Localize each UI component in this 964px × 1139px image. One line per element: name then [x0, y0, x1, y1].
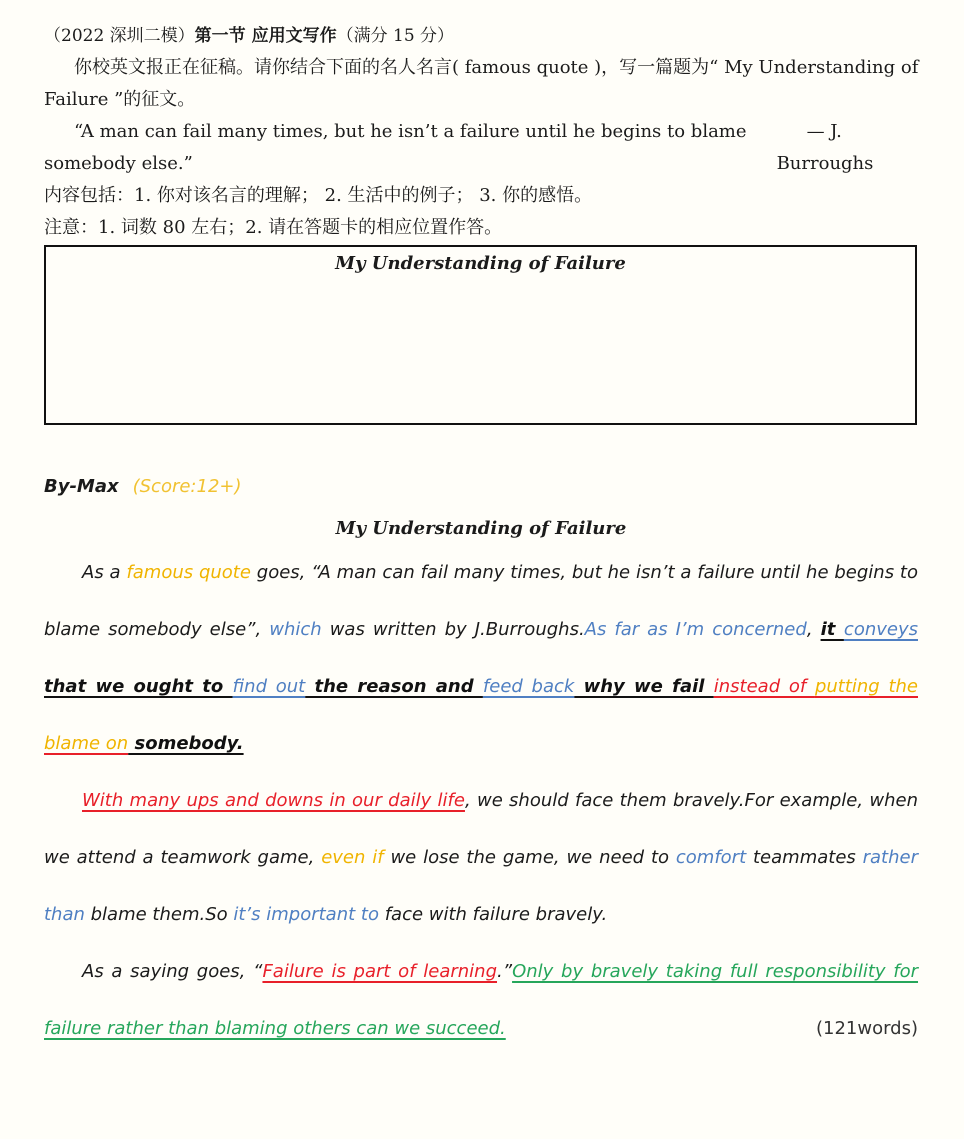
underlined-phrase: With many ups and downs in our daily life	[82, 790, 465, 811]
answer-box-title: My Understanding of Failure	[335, 253, 626, 274]
underlined-phrase: instead of	[713, 676, 815, 697]
content-requirements: 内容包括：1. 你对该名言的理解； 2. 生活中的例子； 3. 你的感悟。	[44, 185, 593, 206]
score-badge: (Score:12+)	[132, 476, 242, 497]
text-run: was written by J.Burroughs.	[321, 619, 585, 640]
underlined-phrase: conveys	[843, 619, 918, 640]
paragraph-2	[44, 772, 918, 943]
section-title: 第一节 应用文写作	[194, 26, 337, 46]
highlight-phrase: it’s important to	[233, 904, 379, 925]
text-run: As a	[82, 562, 127, 583]
underlined-phrase: feed back	[482, 676, 575, 697]
underlined-phrase: somebody.	[128, 733, 244, 754]
underlined-phrase: why we fail	[574, 676, 714, 697]
notes: 注意：1. 词数 80 左右；2. 请在答题卡的相应位置作答。	[44, 217, 503, 238]
highlight-phrase: even if	[321, 847, 384, 868]
question-prompt	[44, 20, 920, 244]
underlined-phrase: find out	[232, 676, 306, 697]
underlined-phrase: Failure is part of learning	[262, 961, 498, 982]
text-run: .”	[497, 961, 513, 982]
text-run: goes, “A man can fail many times, but he isn’t a failure until he begins to blame somebody else”,	[44, 562, 918, 640]
word-count: (121words)	[815, 1018, 918, 1039]
question-header	[44, 20, 920, 52]
prompt-text: 你校英文报正在征稿。请你结合下面的名人名言( famous quote )，写一篇题为“ My Understanding of Failure ”的征文。	[44, 57, 919, 110]
text-run: ,	[806, 619, 821, 640]
quote-text: “A man can fail many times, but he isn’t a failure until he begins to blame somebody else.”	[44, 121, 747, 174]
text-run: , we should face them bravely.For example, when we attend a teamwork game,	[44, 790, 918, 868]
text-run: face with failure bravely.	[378, 904, 608, 925]
highlight-phrase: As far as I’m concerned	[584, 619, 807, 640]
sample-essay	[44, 470, 918, 1057]
paragraph-1	[44, 544, 918, 772]
highlight-phrase: comfort	[675, 847, 747, 868]
highlight-phrase: rather than	[44, 847, 918, 925]
text-run: teammates	[746, 847, 863, 868]
quote-line	[44, 116, 920, 180]
highlight-phrase: famous quote	[126, 562, 251, 583]
answer-box	[44, 245, 917, 425]
underlined-phrase: Only by bravely taking full responsibility for failure rather than blaming others can we succeed.	[44, 961, 919, 1039]
author-name: By-Max	[44, 476, 119, 497]
author-line	[44, 470, 918, 504]
source-label: （2022 深圳二模）	[44, 26, 195, 46]
quote-author: — J. Burroughs	[776, 121, 874, 174]
paragraph-3	[44, 943, 918, 1057]
underlined-phrase: putting the blame on	[44, 676, 918, 754]
full-score-label: （满分 15 分）	[336, 26, 455, 46]
text-run: As a saying goes, “	[82, 961, 263, 982]
underlined-phrase: that we ought to	[44, 676, 233, 697]
text-run: blame them.So	[84, 904, 234, 925]
underlined-phrase: the reason and	[305, 676, 483, 697]
highlight-phrase: which	[269, 619, 322, 640]
text-run: we lose the game, we need to	[383, 847, 676, 868]
essay-title: My Understanding of Failure	[335, 518, 627, 539]
underlined-phrase: it	[820, 619, 844, 640]
